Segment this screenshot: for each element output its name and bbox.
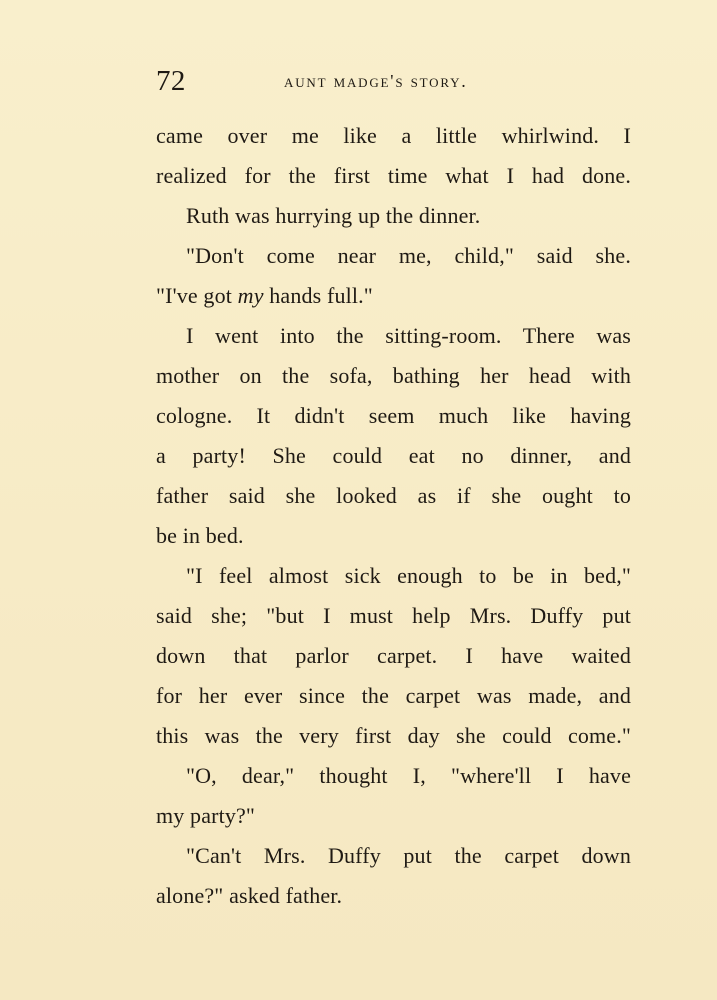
text-line: cologne. It didn't seem much like having	[156, 403, 631, 428]
text-segment: "I've got	[156, 283, 238, 308]
text-line: "I feel almost sick enough to be in bed,"	[186, 563, 631, 588]
text-line: down that parlor carpet. I have waited	[156, 643, 631, 668]
text-line: father said she looked as if she ought to	[156, 483, 631, 508]
running-head: aunt madge's story.	[284, 71, 468, 91]
text-line: came over me like a little whirlwind. I	[156, 123, 631, 148]
text-line: this was the very first day she could come."	[156, 723, 631, 748]
text-line: I went into the sitting-room. There was	[186, 323, 631, 348]
text-line: mother on the sofa, bathing her head with	[156, 363, 631, 388]
text-line: be in bed.	[156, 523, 244, 548]
text-line: for her ever since the carpet was made, and	[156, 683, 631, 708]
page-number: 72	[156, 65, 186, 97]
text-line	[156, 276, 631, 316]
italic-text: my	[237, 283, 264, 308]
text-line: realized for the first time what I had done.	[156, 163, 631, 188]
page-header	[156, 64, 631, 98]
text-line: said she; "but I must help Mrs. Duffy put	[156, 603, 631, 628]
text-line: "Can't Mrs. Duffy put the carpet down	[186, 843, 631, 868]
text-line: my party?"	[156, 803, 256, 828]
text-line: Ruth was hurrying up the dinner.	[186, 203, 481, 228]
text-segment: hands full."	[263, 283, 373, 308]
text-line: "Don't come near me, child," said she.	[186, 243, 631, 268]
text-line: "O, dear," thought I, "where'll I have	[186, 763, 631, 788]
text-line: alone?" asked father.	[156, 883, 343, 908]
text-line: a party! She could eat no dinner, and	[156, 443, 631, 468]
